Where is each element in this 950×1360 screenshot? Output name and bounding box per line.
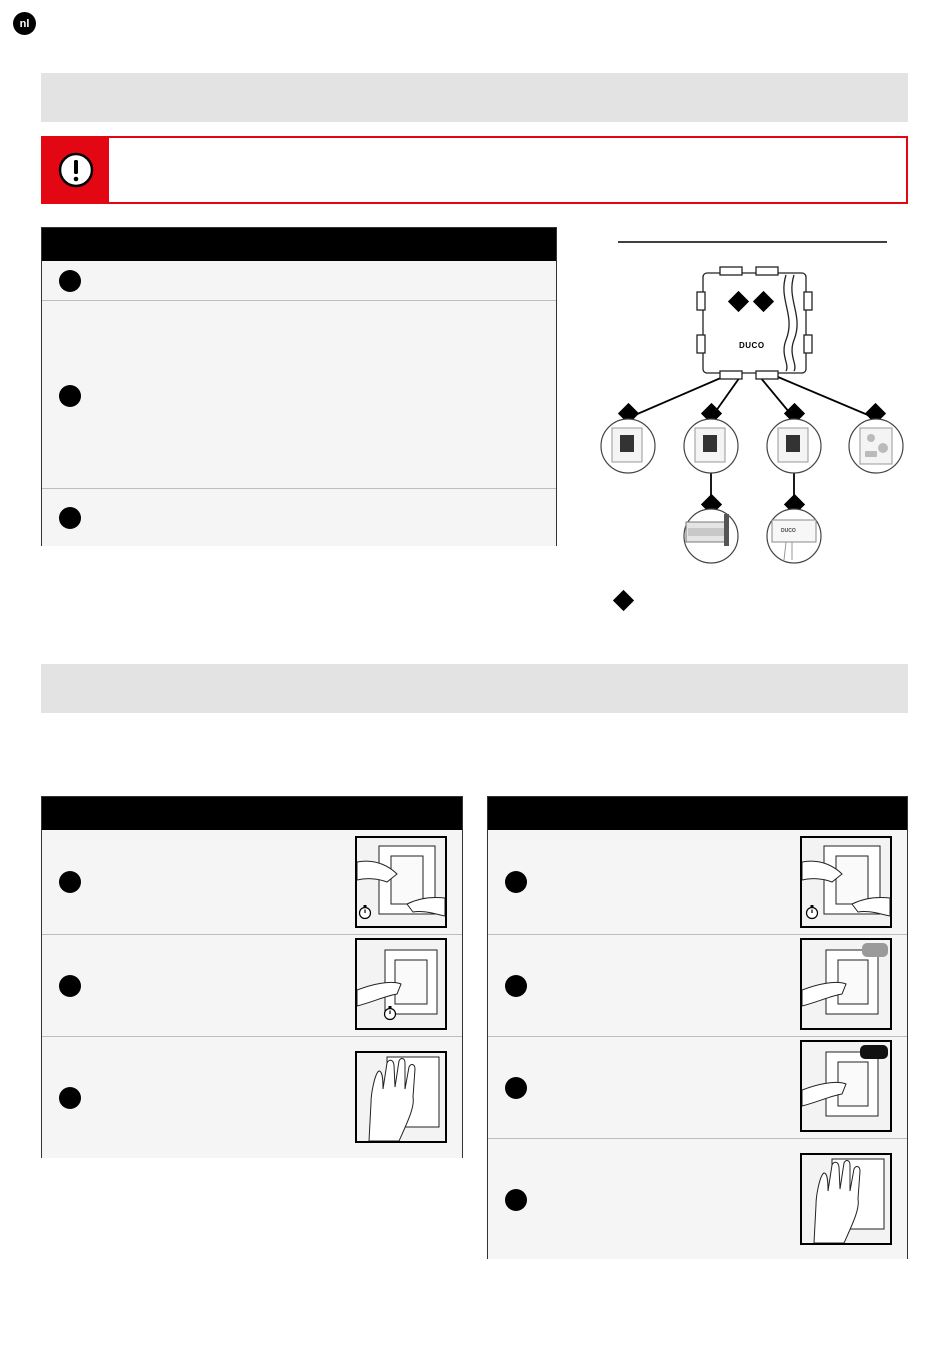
- table-row: [488, 934, 907, 1036]
- steps-table-left: [41, 796, 463, 1158]
- control-panel-illustration: [800, 1153, 892, 1245]
- steps-table-right: [487, 796, 908, 1259]
- system-diagram: [600, 240, 910, 620]
- step-number-badge: [59, 1087, 81, 1109]
- unit-brand-label: DUCO: [739, 341, 765, 350]
- stopwatch-icon: [383, 1005, 397, 1021]
- step-number-badge: [59, 871, 81, 893]
- table-row: [488, 830, 907, 934]
- table-row: [42, 300, 556, 488]
- stopwatch-icon: [805, 904, 819, 920]
- control-panel-illustration: [355, 1051, 447, 1143]
- control-panel-illustration: [355, 938, 447, 1030]
- steps-table-header: [42, 797, 462, 830]
- step-number-badge: [505, 1189, 527, 1211]
- exclamation-circle-icon: [57, 151, 95, 189]
- section-header-bar-2: [41, 664, 908, 713]
- device-circles-row-2: [600, 508, 910, 568]
- language-badge: nl: [13, 12, 36, 35]
- step-number-badge: [505, 1077, 527, 1099]
- steps-table-top: [41, 227, 557, 546]
- device-circles-row-1: [600, 418, 910, 478]
- step-number-badge: [59, 975, 81, 997]
- table-row: [488, 1036, 907, 1138]
- sensor-brand-label: DUCO: [781, 528, 796, 534]
- table-row: [42, 1036, 462, 1158]
- warning-box: [41, 136, 908, 204]
- step-number-badge: [59, 270, 81, 292]
- warning-icon-box: [43, 138, 109, 202]
- table-row: [42, 488, 556, 546]
- step-number-badge: [505, 871, 527, 893]
- table-row: [42, 934, 462, 1036]
- table-row: [488, 1138, 907, 1259]
- table-row: [42, 261, 556, 300]
- step-number-badge: [59, 507, 81, 529]
- control-panel-illustration: [800, 1040, 892, 1132]
- control-panel-illustration: [800, 938, 892, 1030]
- steps-table-header: [42, 228, 556, 261]
- stopwatch-icon: [358, 904, 372, 920]
- step-number-badge: [59, 385, 81, 407]
- step-number-badge: [505, 975, 527, 997]
- section-header-bar-1: [41, 73, 908, 122]
- table-row: [42, 830, 462, 934]
- steps-table-header: [488, 797, 907, 830]
